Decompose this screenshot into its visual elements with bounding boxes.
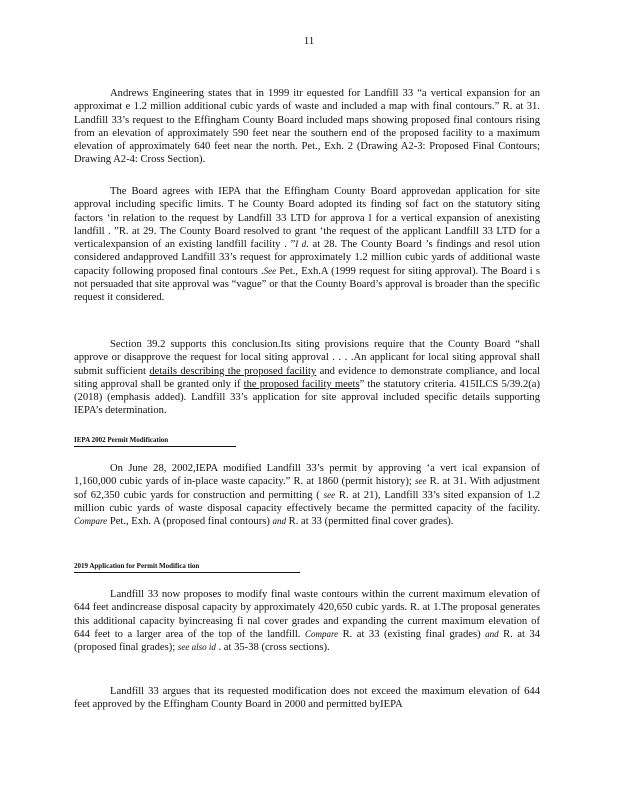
heading-underline	[74, 572, 300, 573]
paragraph-1-text: Andrews Engineering states that in 1999 itr equested for Landfill 33 “a vertical expansion for an approximat e 1.2 million additional cubic yards of waste and included a map with final contours.” R. at 31. Landfill 33’s request to the Effingham County Board included maps showing proposed final contours rising from an elevation of approximately 590 feet near the southern end of the proposed facility to a maximum elevation of approximately 640 feet near the north. Pet., Exh. 2 (Drawing A2-3: Proposed Final Contours; Drawing A2-4: Cross Section).	[74, 88, 540, 166]
paragraph-4-text-a: On June 28, 2002,IEPA modified Landfill 33’s permit by approving ‘a vert ical expansion of 1,160,000 cubic yards of in-place waste capacity.” R. at 1860 (permit history);	[74, 463, 540, 488]
page-number: 11	[303, 35, 315, 47]
section-heading-1	[74, 436, 236, 447]
citation-italic: Compare	[74, 516, 108, 527]
paragraph-5-text-e: R. at 34 (proposed final grades);	[74, 628, 540, 654]
paragraph-1	[74, 87, 540, 167]
paragraph-4-text-e: R. at 21), Landfill 33’s sited expansion of 1.2 million cubic yards of waste disposal capacity effectively became the permitted capacity of the facility.	[74, 489, 541, 514]
paragraph-5	[74, 588, 540, 654]
paragraph-text	[74, 338, 540, 418]
section-heading-text: IEPA 2002 Permit Modification	[74, 436, 169, 444]
paragraph-2-text-e: Pet., Exh.A (1999 request for siting approval). The Board i s not persuaded that site approval was “vague” or that the County Board’s approval is broader than the specific request it considered.	[74, 265, 540, 304]
citation-italic: See	[263, 265, 277, 276]
paragraph-3-text-c: and evidence to demonstrate compliance, and local siting approval shall be granted only if	[74, 365, 540, 390]
emphasis-underline: details describing the proposed facility	[149, 365, 317, 377]
citation-italic: I d	[295, 239, 307, 250]
section-heading-text: 2019 Application for Permit Modifica tion	[74, 562, 200, 570]
paragraph-3-text-e: ” the statutory criteria. 415ILCS 5/39.2(a) (2018) (emphasis added). Landfill 33’s application for site approval included specific details supporting IEPA’s determination.	[74, 378, 540, 417]
paragraph-text	[74, 185, 540, 305]
citation-italic: see	[323, 489, 336, 500]
paragraph-3	[74, 338, 540, 418]
paragraph-5-text-a: Landfill 33 now proposes to modify final waste contours within the current maximum elevation of 644 feet andincrease disposal capacity by approximately 420,650 cubic yards. R. at 1.The proposal generates this additional capacity byincreasing fi nal cover grades and expanding the current maximum elevation of 644 feet to a larger area of the top of the landfill.	[74, 589, 540, 640]
paragraph-6	[74, 685, 540, 712]
section-heading-2	[74, 562, 300, 573]
paragraph-4-text-c: R. at 31. With adjustment sof 62,350 cubic yards for construction and permitting (	[74, 476, 540, 501]
paragraph-5-text-g: . at 35-38 (cross sections).	[215, 642, 330, 654]
paragraph-text	[74, 685, 540, 712]
paragraph-4	[74, 462, 540, 528]
paragraph-4-text-i: R. at 33 (permitted final cover grades).	[286, 516, 454, 528]
citation-italic: and	[485, 628, 499, 639]
paragraph-5-text-c: R. at 33 (existing final grades)	[338, 628, 486, 640]
paragraph-text	[74, 588, 540, 654]
paragraph-2-text-a: The Board agrees with IEPA that the Effingham County Board approvedan application for site approval including specific limits. T he County Board adopted its finding sof fact on the statutory siting factors ‘in relation to the request by Landfill 33 LTD for approva l for a vertical expansion of anexisting landfill . ”R. at 29. The County Board resolved to grant ‘the request of the applicant Landfill 33 LTD for a verticalexpansion of an existing landfill facility . ”	[74, 186, 540, 251]
paragraph-2	[74, 185, 540, 305]
citation-italic: Compare	[304, 628, 339, 639]
citation-italic: and	[272, 516, 287, 527]
emphasis-underline: the proposed facility meets	[243, 378, 360, 390]
paragraph-4-text-g: Pet., Exh. A (proposed final contours)	[107, 516, 273, 528]
paragraph-2-text-c: . at 28. The County Board ’s findings and resol ution considered andapproved Landfill 33’s request for approximately 1.2 million cubic yards of additional waste capacity following proposed final contours .	[74, 239, 541, 277]
paragraph-text	[74, 87, 540, 167]
citation-italic: see	[414, 476, 427, 487]
citation-italic: see also id	[177, 642, 216, 653]
paragraph-6-text: Landfill 33 argues that its requested modification does not exceed the maximum elevation of 644 feet approved by the Effingham County Board in 2000 and permitted byIEPA	[74, 686, 540, 711]
paragraph-text	[74, 462, 540, 528]
paragraph-3-text-a: Section 39.2 supports this conclusion.Its siting provisions require that the County Board “shall approve or disapprove the request for local siting approval . . . .An applicant for local siting approval shall submit sufficient	[74, 339, 540, 377]
heading-underline	[74, 446, 236, 447]
